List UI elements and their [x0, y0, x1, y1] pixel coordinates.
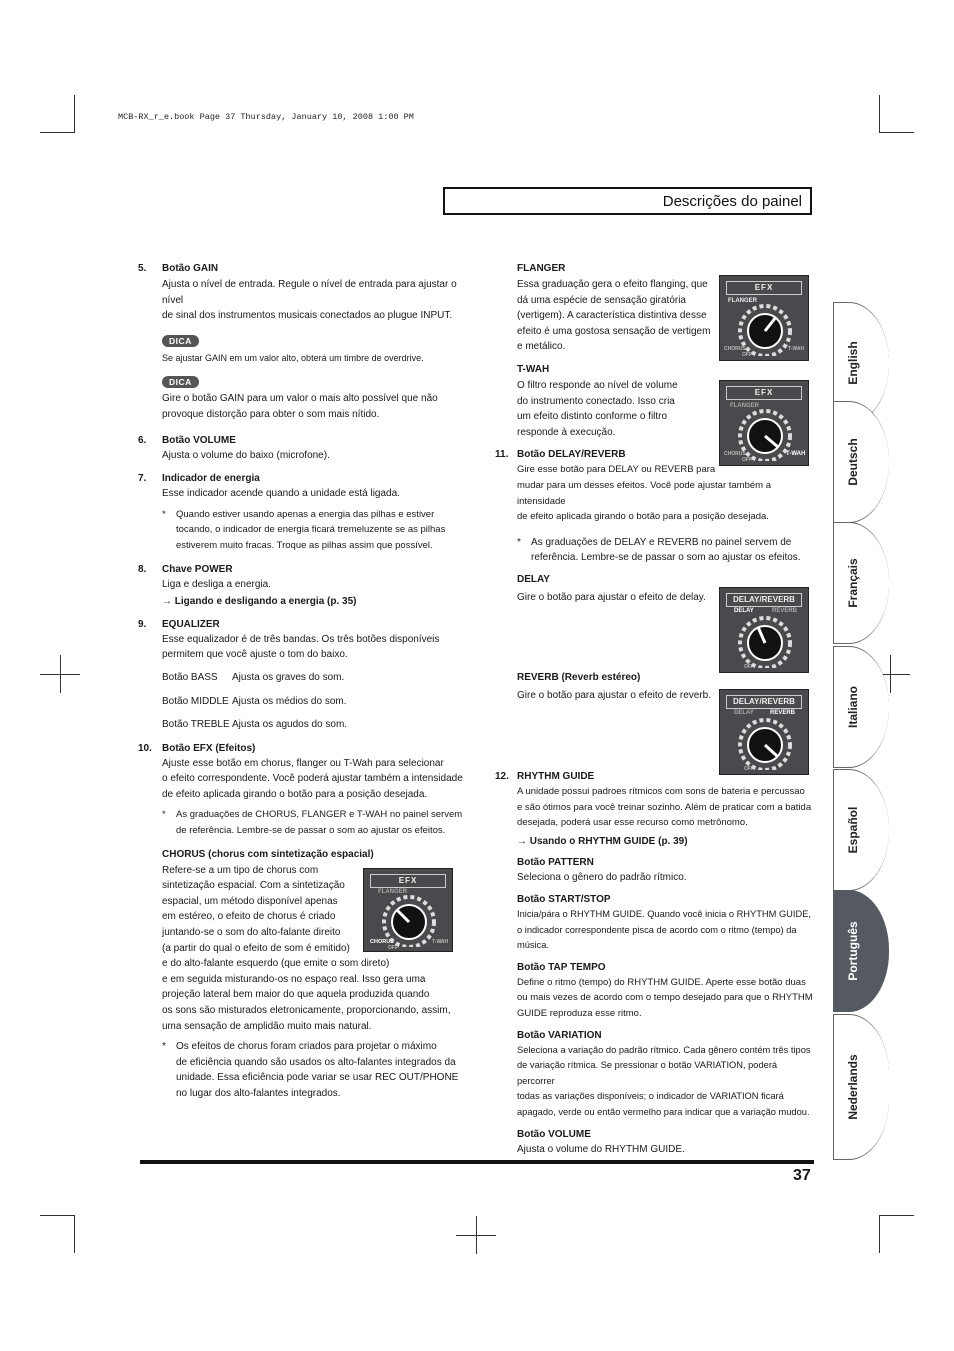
section-title: Descrições do painel	[662, 193, 802, 210]
tab-espanol: Español	[833, 769, 889, 891]
text-line: Define o ritmo (tempo) do RHYTHM GUIDE. Aperte esse botão duas	[517, 976, 806, 988]
subsection-title: REVERB (Reverb estéreo)	[517, 671, 641, 683]
text-line: Ajusta o volume do baixo (microfone).	[162, 449, 330, 461]
tab-deutsch: Deutsch	[833, 401, 889, 523]
text-line: de efeito aplicada girando o botão para a posição desejada.	[162, 788, 428, 800]
text-line: permitem que você ajuste o tom do baixo.	[162, 649, 348, 661]
text-line: Ajusta o volume do RHYTHM GUIDE.	[517, 1143, 685, 1155]
text-line: desejada, poderá usar esse recurso como metrônomo.	[517, 817, 748, 829]
text-line: Esse equalizador é de três bandas. Os três botões disponíveis	[162, 633, 440, 645]
item-title: Botão GAIN	[162, 263, 219, 274]
text-line: o efeito correspondente. Você poderá ajustar também a intensidade	[162, 773, 463, 785]
text-line: de efeito aplicada girando o botão para a posição desejada.	[517, 511, 769, 523]
text-line: Liga e desliga a energia.	[162, 578, 271, 590]
item-title: EQUALIZER	[162, 618, 220, 630]
text-line: Ajuste esse botão em chorus, flanger ou T-Wah para selecionar	[162, 757, 444, 769]
tip-text: Se ajustar GAIN em um valor alto, obterá um timbre de overdrive.	[162, 352, 424, 363]
tip-text: provoque distorção para obter o som mais nítido.	[162, 408, 380, 420]
tab-italiano: Italiano	[833, 646, 889, 768]
subsection-title: Botão TAP TEMPO	[517, 961, 606, 973]
section-title-box	[443, 187, 812, 215]
tip-badge: DICA	[162, 335, 199, 347]
subsection-title: Botão START/STOP	[517, 894, 611, 906]
efx-knob-twah-image: EFX FLANGER CHORUS T-WAH OFF	[719, 380, 809, 466]
file-info-line: MCB-RX_r_e.book Page 37 Thursday, January 10, 2008 1:00 PM	[118, 112, 414, 122]
text-line: o indicador correspondente pisca de acordo com o ritmo (tempo) da música.	[517, 924, 797, 951]
text-line: Inicia/pára o RHYTHM GUIDE. Quando você inicia o RHYTHM GUIDE,	[517, 909, 811, 920]
tip-text: Gire o botão GAIN para um valor o mais alto possível que não	[162, 393, 438, 405]
item-title: Botão DELAY/REVERB	[517, 449, 626, 461]
item-number: 10.	[138, 742, 152, 754]
subsection-title: Botão VOLUME	[517, 1128, 591, 1140]
item-number: 11.	[495, 449, 509, 461]
delay-reverb-knob-reverb-image: DELAY/REVERB DELAY REVERB OFF	[719, 689, 809, 775]
item-number: 6.	[138, 434, 147, 446]
text-line: e são ótimos para você treinar sozinho. Além de praticar com a batida	[517, 801, 812, 813]
text-line: Gire o botão para ajustar o efeito de reverb.	[517, 689, 712, 701]
tab-portugues: Português	[833, 890, 889, 1012]
subsection-title: FLANGER	[517, 263, 566, 274]
delay-reverb-knob-delay-image: DELAY/REVERB DELAY REVERB OFF	[719, 587, 809, 673]
tab-nederlands: Nederlands	[833, 1014, 889, 1160]
item-title: Indicador de energia	[162, 473, 260, 485]
item-number: 7.	[138, 473, 147, 485]
subsection-title: DELAY	[517, 573, 550, 585]
item-number: 12.	[495, 771, 509, 783]
note: * Os efeitos de chorus foram criados para projetar o máximo de eficiência quando são usados os alto-falantes integrados da unidade. Essa eficiência pode variar se usar REC OUT/PHONE no lugar dos alto-falantes integrados.	[162, 1041, 459, 1099]
text-line: Seleciona o gênero do padrão rítmico.	[517, 872, 687, 884]
page-reference: → Ligando e desligando a energia (p. 35)	[162, 596, 357, 608]
eq-row: Botão MIDDLE Ajusta os médios do som.	[162, 695, 347, 707]
text-line: apagado, verde ou então vermelho para indicar que a variação mudou.	[517, 1107, 810, 1117]
tip-badge: DICA	[162, 376, 199, 388]
note: * As graduações de CHORUS, FLANGER e T-WAH no painel servem de referência. Lembre-se de passar o som ao ajustar os efeitos.	[162, 809, 463, 837]
item-title: Chave POWER	[162, 563, 233, 575]
text-line: de sinal dos instrumentos musicais conectados ao plugue INPUT.	[162, 310, 453, 322]
twah-description: O filtro responde ao nível de volume do instrumento conectado. Isso cria um efeito distinto conforme o filtro responde à execução.	[517, 379, 678, 438]
text-line: Seleciona a variação do padrão rítmico. Cada gênero contém três tipos	[517, 1044, 811, 1055]
text-line: ou mais vezes de acordo com o tempo desejado para que o RHYTHM	[517, 992, 813, 1004]
language-tabs	[833, 302, 889, 1162]
item-number: 5.	[138, 263, 147, 274]
efx-knob-flanger-image: EFX FLANGER CHORUS T-WAH OFF	[719, 275, 809, 361]
page-number: 37	[793, 1167, 811, 1184]
subsection-title: CHORUS (chorus com sintetização espacial)	[162, 848, 374, 860]
text-line: Gire esse botão para DELAY ou REVERB para	[517, 464, 716, 476]
flanger-description: Essa graduação gera o efeito flanging, que dá uma espécie de sensação giratória (vertigem). A característica distintiva desse efeito é uma gostosa sensação de vertigem e metálico.	[517, 279, 711, 353]
left-column	[138, 263, 468, 1102]
efx-knob-chorus-image: EFX FLANGER CHORUS T-WAH OFF	[363, 868, 453, 952]
text-line: GUIDE reproduza esse ritmo.	[517, 1008, 642, 1020]
page-reference: → Usando o RHYTHM GUIDE (p. 39)	[517, 835, 688, 847]
tab-francais: Français	[833, 522, 889, 644]
subsection-title: Botão PATTERN	[517, 857, 594, 869]
text-line: mudar para um desses efeitos. Você pode ajustar também a intensidade	[517, 479, 771, 507]
text-line: Esse indicador acende quando a unidade está ligada.	[162, 488, 400, 500]
footer-rule	[140, 1160, 814, 1164]
text-line: de variação rítmica. Se pressionar o botão VARIATION, poderá percorrer	[517, 1060, 778, 1086]
note: * As graduações de DELAY e REVERB no painel servem de referência. Lembre-se de passar o som ao ajustar os efeitos.	[517, 536, 801, 564]
text-line: Gire o botão para ajustar o efeito de delay.	[517, 591, 706, 603]
item-number: 8.	[138, 563, 147, 575]
note: * Quando estiver usando apenas a energia das pilhas e estiver tocando, o indicador de energia ficará tremeluzente se as pilhas estiverem muito fracas. Troque as pilhas assim que possível.	[162, 508, 446, 551]
subsection-title: Botão VARIATION	[517, 1029, 602, 1041]
text-line: Ajusta o nível de entrada. Regule o nível de entrada para ajustar o nível	[162, 279, 457, 306]
item-number: 9.	[138, 618, 147, 630]
text-line: A unidade possui padroes rítmicos com sons de bateria e percussao	[517, 786, 805, 798]
item-title: RHYTHM GUIDE	[517, 771, 595, 783]
text-line: todas as variações disponíveis; o indicador de VARIATION ficará	[517, 1091, 784, 1102]
chorus-description: Refere-se a um tipo de chorus com sintetização espacial. Com a sintetização espacial, um método disponível apenas em estéreo, o efeito de chorus é criado juntando-se o som do alto-falante direito (a partir do qual o efeito de som é emitido) e do alto-falante esquerdo (que emite o som direto) e em seguida misturando-os no espaço real. Isso gera uma projeção lateral bem maior do que aquela produzida quando os sons são misturados eletronicamente, proporcionando, assim, uma sensação de amplidão muito mais natural.	[162, 864, 451, 1032]
item-title: Botão VOLUME	[162, 434, 236, 446]
eq-row: Botão TREBLE Ajusta os agudos do som.	[162, 719, 348, 731]
subsection-title: T-WAH	[517, 363, 550, 375]
eq-row: Botão BASS Ajusta os graves do som.	[162, 671, 345, 683]
item-title: Botão EFX (Efeitos)	[162, 742, 256, 754]
tab-english: English	[833, 302, 889, 424]
